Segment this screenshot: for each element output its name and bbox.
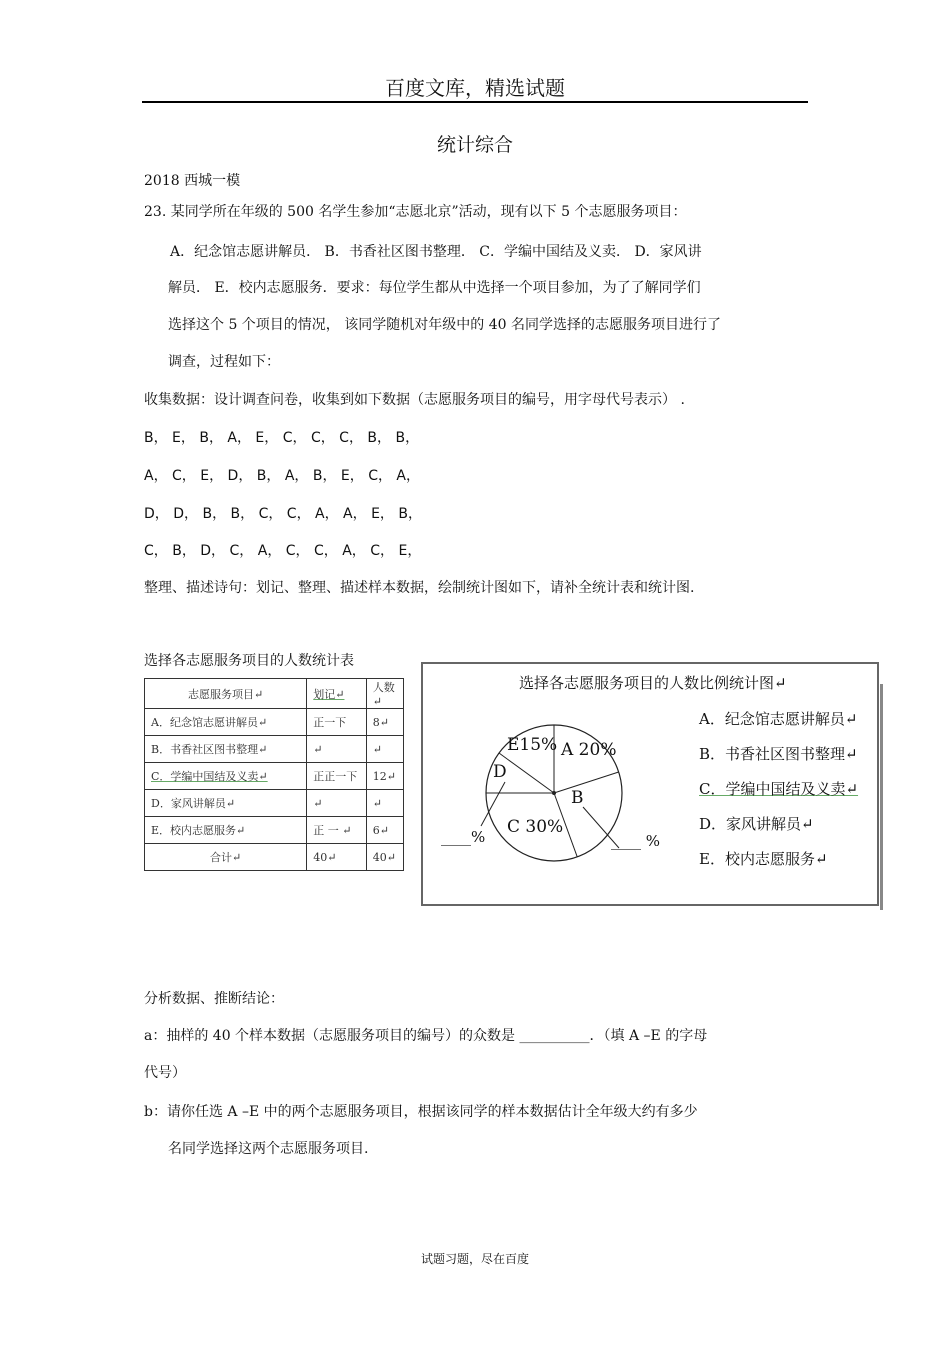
table-cell: 40↵ [307, 844, 366, 871]
page-title: 统计综合 [436, 134, 513, 156]
question-b-line-1: b：请你任选 A –E 中的两个志愿服务项目，根据该同学的样本数据估计全年级大约有多少 [144, 1104, 698, 1120]
table-cell: 12↵ [366, 763, 403, 790]
table-header-row [145, 679, 404, 709]
table-caption: 选择各志愿服务项目的人数统计表 [144, 653, 354, 669]
legend-item: B．书香社区图书整理↵ [699, 745, 858, 763]
question-a-line-1: a：抽样的 40 个样本数据（志愿服务项目的编号）的众数是 __________．（填 A –E 的字母 [144, 1028, 708, 1044]
table-cell: ↵ [307, 790, 366, 817]
page-footer: 试题习题，尽在百度 [420, 1252, 529, 1266]
pie-chart-frame [421, 662, 879, 906]
table-cell: 正一下 [307, 709, 366, 736]
table-cell: 正 一 ↵ [307, 817, 366, 844]
pie-slice-label: C 30% [507, 817, 564, 837]
table-row [145, 817, 404, 844]
stats-table [144, 678, 404, 871]
pie-slice-boundary [499, 753, 554, 793]
table-cell: 8↵ [366, 709, 403, 736]
table-cell: 40↵ [366, 844, 403, 871]
table-cell: C．学编中国结及义卖↵ [145, 763, 307, 790]
leader-line-d [481, 782, 505, 826]
page-header: 百度文库，精选试题 [385, 76, 565, 100]
table-cell: E．校内志愿服务↵ [145, 817, 307, 844]
data-row: D， D， B， B， C， C， A， A， E， B， [144, 506, 422, 522]
pie-slice-label: A 20% [561, 740, 617, 760]
table-cell: ↵ [366, 736, 403, 763]
table-cell: D．家风讲解员↵ [145, 790, 307, 817]
table-row [145, 790, 404, 817]
question-line-3: 解员． E．校内志愿服务．要求：每位学生都从中选择一个项目参加，为了了解同学们 [168, 280, 701, 296]
question-line-5: 调查，过程如下： [168, 354, 280, 370]
legend-item: A．纪念馆志愿讲解员↵ [699, 710, 858, 728]
pie-slice-boundary [554, 772, 619, 793]
table-cell: B．书香社区图书整理↵ [145, 736, 307, 763]
legend-item: E．校内志愿服务↵ [699, 850, 828, 868]
pie-slice-label: D [493, 762, 507, 782]
question-line-1: 23. 某同学所在年级的 500 名学生参加“志愿北京”活动，现有以下 5 个志愿服务项目： [144, 204, 687, 220]
analysis-heading: 分析数据、推断结论： [144, 991, 284, 1007]
table-row [145, 763, 404, 790]
source-label: 2018 西城一模 [144, 173, 241, 189]
pie-center [552, 791, 556, 795]
table-row [145, 736, 404, 763]
table-cell: A．纪念馆志愿讲解员↵ [145, 709, 307, 736]
organize-text: 整理、描述诗句：划记、整理、描述样本数据，绘制统计图如下，请补全统计表和统计图. [144, 580, 695, 596]
header-rule [142, 101, 808, 103]
question-line-4: 选择这个 5 个项目的情况， 该同学随机对年级中的 40 名同学选择的志愿服务项目进行了 [168, 317, 721, 333]
table-cell: 正正一下 [307, 763, 366, 790]
table-header: 划记↵ [307, 679, 366, 709]
data-row: B， E， B， A， E， C， C， C， B， B， [144, 430, 420, 446]
frame-shadow [880, 684, 883, 910]
legend-item: D．家风讲解员↵ [699, 815, 814, 833]
pie-chart-title: 选择各志愿服务项目的人数比例统计图↵ [519, 674, 787, 692]
pie-slice-label: B [571, 788, 584, 808]
table-cell: ↵ [366, 790, 403, 817]
pie-slice-label: E15% [507, 735, 558, 755]
table-header: 志愿服务项目↵ [145, 679, 307, 709]
data-row: A， C， E， D， B， A， B， E， C， A， [144, 468, 421, 484]
question-b-line-2: 名同学选择这两个志愿服务项目. [168, 1141, 369, 1157]
legend-item: C．学编中国结及义卖↵ [699, 780, 859, 798]
table-header: 人数↵ [366, 679, 403, 709]
percent-blank-b: ____ % [611, 832, 661, 850]
table-row [145, 844, 404, 871]
table-cell: ↵ [307, 736, 366, 763]
percent-blank-d: ____% [441, 828, 486, 846]
table-cell: 合计↵ [145, 844, 307, 871]
question-a-line-2: 代号） [144, 1065, 186, 1081]
table-cell: 6↵ [366, 817, 403, 844]
collect-data-text: 收集数据：设计调查问卷，收集到如下数据（志愿服务项目的编号，用字母代号表示） . [144, 392, 685, 408]
table-row [145, 709, 404, 736]
question-line-2: A．纪念馆志愿讲解员． B．书香社区图书整理． C．学编中国结及义卖． D．家风讲 [170, 244, 702, 260]
data-row: C， B， D， C， A， C， C， A， C， E， [144, 543, 422, 559]
